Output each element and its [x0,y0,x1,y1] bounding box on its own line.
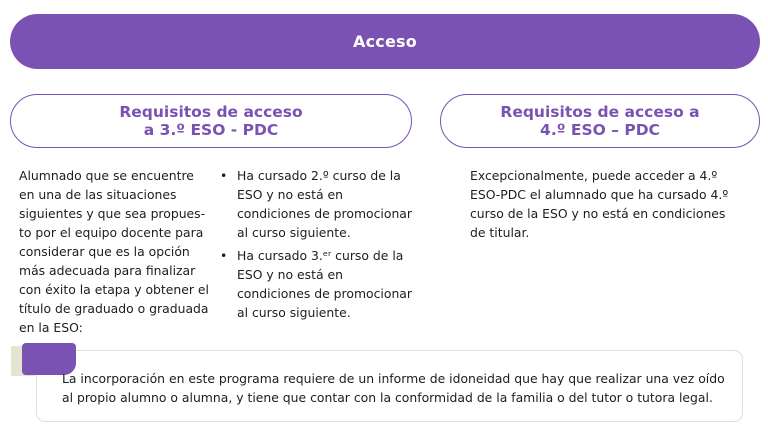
bullet-line: ESO y no está en [237,267,343,282]
right-text-line: ESO-PDC el alumnado que ha cursado 4.º [470,187,729,202]
right-text-line: curso de la ESO y no está en condiciones [470,206,726,221]
bullet-line: Ha cursado 2.º curso de la [237,168,401,183]
right-section-text [470,166,728,242]
bullet-line: condiciones de promocionar [237,206,412,221]
left-intro-text [19,166,209,337]
bullet-marker: • [220,168,228,183]
intro-line: más adecuada para finalizar [19,263,196,278]
intro-line: título de graduado o graduada [19,301,209,316]
page-title: Acceso [353,32,417,51]
intro-line: con éxito la etapa y obtener el [19,282,209,297]
intro-line: en la ESO: [19,320,83,335]
intro-line: considerar que es la opción [19,244,190,259]
right-section-title-line-1: Requisitos de acceso a [500,103,700,121]
condition-bullet-list [220,166,412,322]
note-text [62,369,725,407]
bullet-line: al curso siguiente. [237,225,351,240]
intro-line: Alumnado que se encuentre [19,168,194,183]
right-text-line: Excepcionalmente, puede acceder a 4.º [470,168,718,183]
right-section-header [440,94,760,148]
intro-line: to por el equipo docente para [19,225,204,240]
right-text-line: de titular. [470,225,530,240]
intro-line: en una de las situaciones [19,187,177,202]
bullet-marker: • [220,248,228,263]
right-section-title-line-2: 4.º ESO – PDC [540,121,660,139]
left-section-title-line-2: a 3.º ESO - PDC [143,121,279,139]
left-section-title-line-1: Requisitos de acceso [119,103,303,121]
bullet-line: condiciones de promocionar [237,286,412,301]
note-line: al propio alumno o alumna, y tiene que contar con la conformidad de la familia o del tutor o tutora legal. [62,390,713,405]
header-banner [10,14,760,69]
bullet-line: al curso siguiente. [237,305,351,320]
left-section-header [10,94,412,148]
bullet-item [220,166,412,242]
intro-line: siguientes y que sea propues- [19,206,206,221]
note-line: La incorporación en este programa requiere de un informe de idoneidad que hay que realizar una vez oído [62,371,725,386]
bullet-line: ESO y no está en [237,187,343,202]
bullet-line: Ha cursado 3.ᵉʳ curso de la [237,248,404,263]
bullet-item [220,246,412,322]
